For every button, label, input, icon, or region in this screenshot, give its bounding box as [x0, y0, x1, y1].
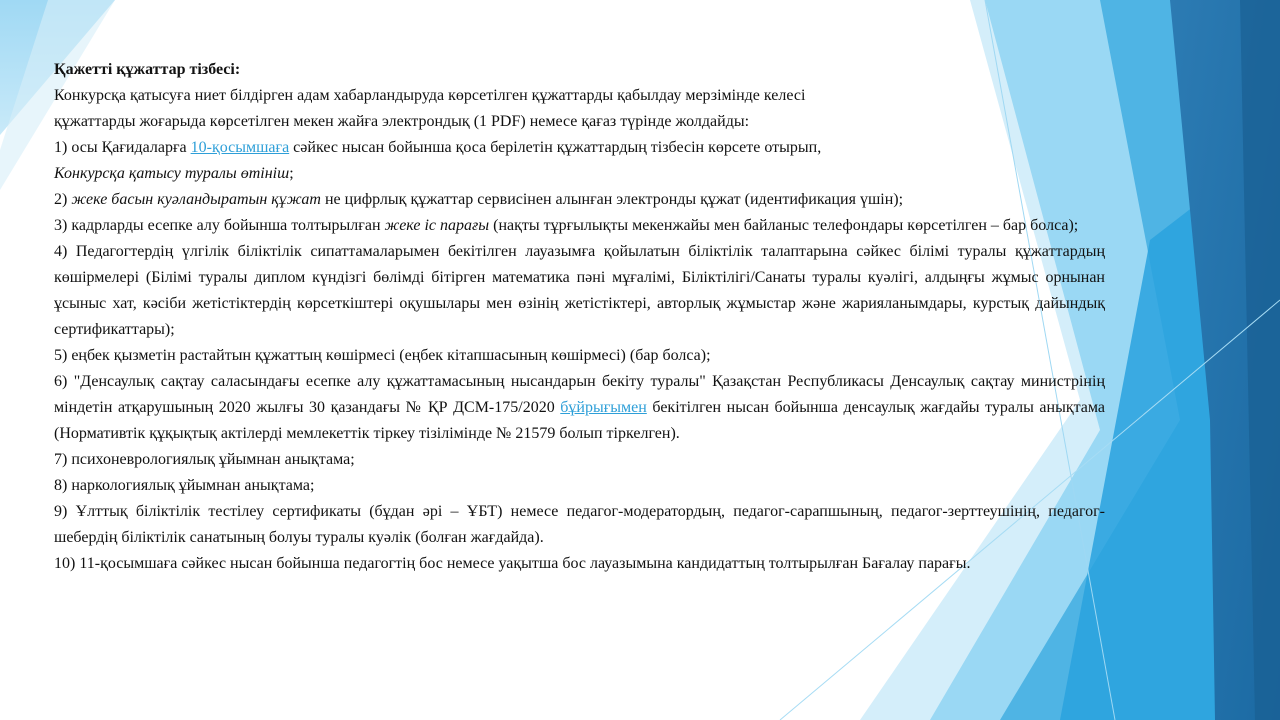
list-item-4: 4) Педагогтердің үлгілік біліктілік сипаттамаларымен бекітілген лауазымға қойылатын біліктілік талаптарына сәйкес білімі туралы құжаттардың көшірмелері (Білімі туралы диплом күндізгі бөлімді бітірген математика пәні мұғалімі, Біліктілігі/Санаты туралы куәлігі, алдыңғы жұмыс орнынан ұсыныс хат, кәсіби жетістіктердің көрсеткіштері оқушылары мен өзінің жетістіктері, авторлық жұмыстар және жарияланымдары, курстық дайындық сертификаттары);	[54, 243, 1105, 338]
list-item-8: 8) наркологиялық ұйымнан анықтама;	[54, 477, 315, 494]
order-link[interactable]: бұйрығымен	[560, 399, 647, 416]
list-item-5: 5) еңбек қызметін растайтын құжаттың көшірмесі (еңбек кітапшасының көшірмесі) (бар болса);	[54, 347, 711, 364]
list-item-2: 2) жеке басын куәландыратын құжат не цифрлық құжаттар сервисінен алынған электронды құжат (идентификация үшін);	[54, 191, 904, 208]
application-italic: Конкурсқа қатысу туралы өтініш	[54, 165, 290, 182]
list-item-9: 9) Ұлттық біліктілік тестілеу сертификаты (бұдан әрі – ҰБТ) немесе педагог-модератордың, педагог-сарапшының, педагог-зерттеушінің, педагог-шебердің біліктілік санатының болуы туралы куәлік (болған жағдайда).	[54, 503, 1105, 546]
document-body	[54, 57, 1105, 577]
appendix-10-link[interactable]: 10-қосымшаға	[190, 139, 290, 156]
document-title: Қажетті құжаттар тізбесі:	[54, 61, 241, 78]
list-item-3: 3) кадрларды есепке алу бойынша толтырылған жеке іс парағы (нақты тұрғылықты мекенжайы мен байланыс телефондары көрсетілген – бар болса);	[54, 217, 1079, 234]
intro-line-2: құжаттарды жоғарыда көрсетілген мекен жайға электрондық (1 PDF) немесе қағаз түрінде жолдайды:	[54, 113, 750, 130]
list-item-10: 10) 11-қосымшаға сәйкес нысан бойынша педагогтің бос немесе уақытша бос лауазымына кандидаттың толтырылған Бағалау парағы.	[54, 555, 971, 572]
intro-line-1: Конкурсқа қатысуға ниет білдірген адам хабарландыруда көрсетілген құжаттарды қабылдау мерзімінде келесі	[54, 87, 806, 104]
list-item-7: 7) психоневрологиялық ұйымнан анықтама;	[54, 451, 355, 468]
list-item-1: 1) осы Қағидаларға 10-қосымшаға сәйкес нысан бойынша қоса берілетін құжаттардың тізбесін көрсете отырып, Конкурсқа қатысу туралы өтініш;	[54, 139, 822, 182]
list-item-6: 6) "Денсаулық сақтау саласындағы есепке алу құжаттамасының нысандарын бекіту туралы" Қазақстан Республикасы Денсаулық сақтау министрінің міндетін атқарушының 2020 жылғы 30 қазандағы № ҚР ДСМ-175/2020 бұйрығымен бекітілген нысан бойынша денсаулық жағдайы туралы анықтама (Нормативтік құқықтық актілерді мемлекеттік тіркеу тізілімінде № 21579 болып тіркелген).	[54, 373, 1106, 442]
